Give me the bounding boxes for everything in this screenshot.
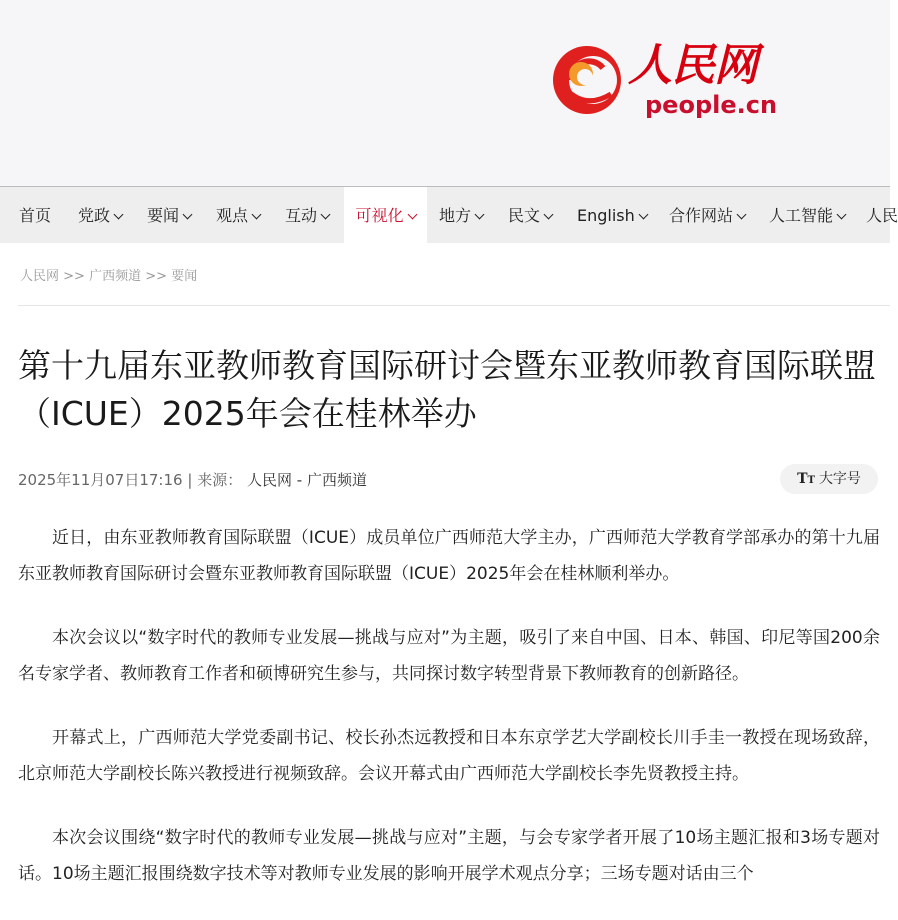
breadcrumb (20, 265, 197, 284)
article-title: 第十九届东亚教师教育国际研讨会暨东亚教师教育国际联盟（ICUE）2025年会在桂林举办 (18, 346, 876, 433)
article-paragraph: 本次会议以“数字时代的教师专业发展—挑战与应对”为主题，吸引了来自中国、日本、韩国、印尼等国200余名专家学者、教师教育工作者和硕博研究生参与，共同探讨数字转型背景下教师教育的创新路径。 (18, 628, 880, 684)
publish-datetime: 2025年11月07日17:16 (18, 471, 183, 489)
nav-item-english[interactable] (577, 187, 647, 244)
nav-label: 地方 (439, 206, 472, 225)
nav-item-partner-sites[interactable] (669, 187, 745, 244)
chevron-down-icon (638, 210, 648, 220)
chevron-down-icon (837, 210, 847, 220)
chevron-down-icon (183, 210, 193, 220)
text-size-icon: TT (797, 471, 815, 487)
people-logo-icon (551, 44, 623, 116)
nav-item-minority-languages[interactable] (508, 187, 552, 244)
breadcrumb-separator: >> (145, 269, 168, 284)
article-body (18, 520, 880, 920)
nav-label: 党政 (78, 206, 111, 225)
nav-item-opinion[interactable] (216, 187, 260, 244)
logo-chinese-text: 人民网 (628, 40, 757, 91)
nav-label: 民文 (508, 206, 541, 225)
chevron-down-icon (321, 210, 331, 220)
logo-english-text: people.cn (645, 91, 778, 119)
nav-item-people[interactable] (866, 187, 898, 244)
article-paragraph: 近日，由东亚教师教育国际联盟（ICUE）成员单位广西师范大学主办，广西师范大学教育学部承办的第十九届东亚教师教育国际研讨会暨东亚教师教育国际联盟（ICUE）2025年会在桂林顺利举办。 (18, 528, 880, 584)
nav-label: 观点 (216, 206, 249, 225)
nav-label: 合作网站 (669, 206, 734, 225)
nav-label: 可视化 (355, 206, 404, 225)
chevron-down-icon (114, 210, 124, 220)
source-label: 来源： (197, 471, 243, 489)
article-paragraph: 开幕式上，广西师范大学党委副书记、校长孙杰远教授和日本东京学艺大学副校长川手圭一教授在现场致辞，北京师范大学副校长陈兴教授进行视频致辞。会议开幕式由广西师范大学副校长李先贤教授主持。 (18, 728, 880, 784)
breadcrumb-link-news[interactable]: 要闻 (171, 269, 198, 284)
nav-item-ai[interactable] (769, 187, 845, 244)
chevron-down-icon (407, 210, 417, 220)
nav-item-interaction[interactable] (285, 187, 329, 244)
nav-label: 要闻 (147, 206, 180, 225)
nav-item-news[interactable] (147, 187, 191, 244)
breadcrumb-divider (18, 305, 890, 306)
nav-item-party-gov[interactable] (78, 187, 122, 244)
chevron-down-icon (252, 210, 262, 220)
source-link[interactable]: 人民网 - 广西频道 (247, 471, 367, 489)
article-meta (18, 469, 367, 490)
nav-label: 首页 (19, 206, 52, 225)
meta-separator: | (187, 471, 193, 489)
chevron-down-icon (737, 210, 747, 220)
nav-item-visualization[interactable] (344, 187, 427, 244)
people-cn-logo[interactable] (551, 40, 778, 122)
breadcrumb-separator: >> (63, 269, 85, 284)
nav-label: 人民 (866, 206, 898, 225)
large-font-label: 大字号 (818, 471, 861, 487)
large-font-button[interactable] (780, 464, 878, 494)
nav-label: English (577, 206, 635, 225)
breadcrumb-link-guangxi[interactable]: 广西频道 (89, 269, 142, 284)
nav-item-home[interactable] (19, 187, 51, 244)
breadcrumb-link-people[interactable]: 人民网 (20, 269, 60, 284)
nav-item-local[interactable] (439, 187, 483, 244)
chevron-down-icon (475, 210, 485, 220)
chevron-down-icon (544, 210, 554, 220)
nav-label: 人工智能 (769, 206, 834, 225)
nav-label: 互动 (285, 206, 318, 225)
article-paragraph: 本次会议围绕“数字时代的教师专业发展—挑战与应对”主题，与会专家学者开展了10场主题汇报和3场专题对话。10场主题汇报围绕数字技术等对教师专业发展的影响开展学术观点分享；三场专题对话由三个 (18, 828, 880, 884)
site-header (0, 0, 890, 186)
main-nav (0, 186, 898, 243)
